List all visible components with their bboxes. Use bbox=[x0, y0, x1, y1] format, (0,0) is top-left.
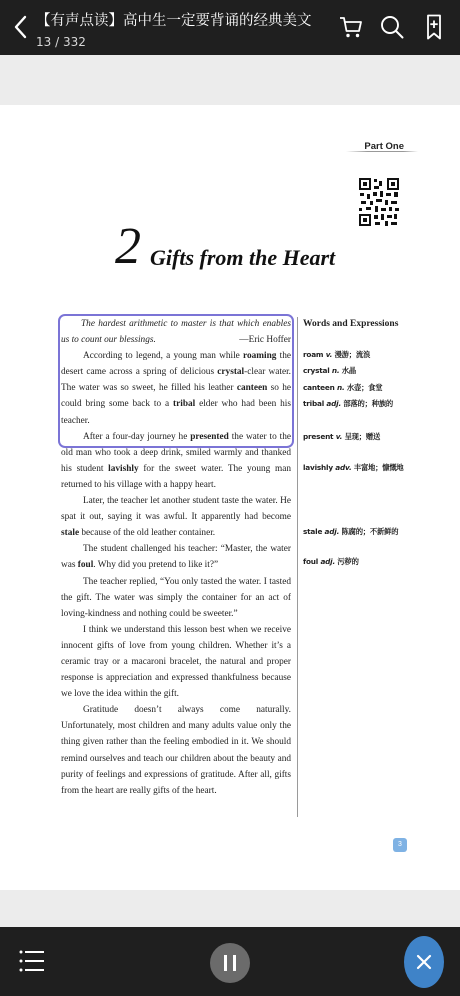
vocab-entry: foul adj. 污秽的 bbox=[303, 557, 359, 566]
paragraph[interactable]: According to legend, a young man while roaming the desert came across a spring of delicious crystal-clear water. The water was so sweet, he filled his leather canteen so he could bring some back to a tribal elder who had been his teacher. bbox=[61, 351, 291, 426]
book-page bbox=[0, 105, 460, 890]
paragraph[interactable]: I think we understand this lesson best when we receive innocent gifts of love from young children. Whether it’s a ceramic tray or a macaroni bracelet, the natural and proper response is appreciation and expressed thankfulness because we love the idea within the gift. bbox=[61, 624, 291, 700]
close-icon bbox=[404, 936, 444, 988]
vocab-entry: lavishly adv. 丰富地；慷慨地 bbox=[303, 463, 404, 472]
paragraph[interactable]: Gratitude doesn’t always come naturally. Unfortunately, most children and many adults value only the thing given rather than the feeling embodied in it. We should remind ourselves and teach our children about the beauty and purity of feelings and expressions of gratitude. After all, gifts from the heart are really gifts of the heart. bbox=[61, 705, 291, 796]
chapter-number: 2 bbox=[115, 218, 141, 275]
close-button[interactable] bbox=[404, 936, 444, 988]
paragraph[interactable]: The teacher replied, “You only tasted the water. I tasted the gift. The water was simply the container for an act of loving-kindness and nothing could be sweeter.” bbox=[61, 576, 291, 619]
epigraph-quote bbox=[61, 316, 291, 348]
vocab-entry: stale adj. 陈腐的；不新鲜的 bbox=[303, 527, 399, 536]
pause-icon bbox=[210, 943, 250, 983]
add-bookmark-icon[interactable] bbox=[420, 13, 448, 41]
vocab-entry: present v. 呈现；赠送 bbox=[303, 432, 381, 441]
qr-code-icon[interactable] bbox=[358, 177, 400, 227]
page-counter: 13 / 332 bbox=[36, 35, 86, 49]
column-divider bbox=[297, 317, 298, 817]
back-icon[interactable] bbox=[10, 12, 32, 42]
paragraph[interactable]: Later, the teacher let another student taste the water. He spat it out, saying it was awful. It apparently had become stale because of the old leather container. bbox=[61, 496, 291, 539]
book-title: 【有声点读】高中生一定要背诵的经典美文 bbox=[36, 13, 312, 29]
vocab-entry: roam v. 漫游；流浪 bbox=[303, 350, 371, 359]
page-badge: 3 bbox=[393, 838, 407, 852]
vocab-entry: crystal n. 水晶 bbox=[303, 366, 357, 375]
paragraph[interactable]: After a four-day journey he presented the water to the old man who took a deep drink, smiled warmly and thanked his student lavishly for the sweet water. The young man returned to his village with a happy heart. bbox=[61, 431, 292, 490]
paragraph[interactable]: The student challenged his teacher: “Master, the water was foul. Why did you pretend to like it?” bbox=[61, 544, 291, 571]
cart-icon[interactable] bbox=[337, 13, 365, 41]
part-label: Part One bbox=[364, 141, 404, 152]
vocab-title: Words and Expressions bbox=[303, 319, 399, 329]
pause-button[interactable] bbox=[210, 943, 250, 983]
epigraph-author: —Eric Hoffer bbox=[239, 335, 291, 346]
epigraph-text: The hardest arithmetic to master is that which enables us to count our blessings. bbox=[61, 319, 291, 346]
top-app-bar bbox=[0, 0, 460, 55]
search-icon[interactable] bbox=[378, 13, 406, 41]
vocab-entry: canteen n. 水壶；食堂 bbox=[303, 383, 383, 392]
vocab-entry: tribal adj. 部落的；种族的 bbox=[303, 399, 394, 408]
menu-icon[interactable] bbox=[19, 949, 45, 973]
article-body bbox=[61, 316, 291, 799]
chapter-title: Gifts from the Heart bbox=[150, 245, 336, 270]
